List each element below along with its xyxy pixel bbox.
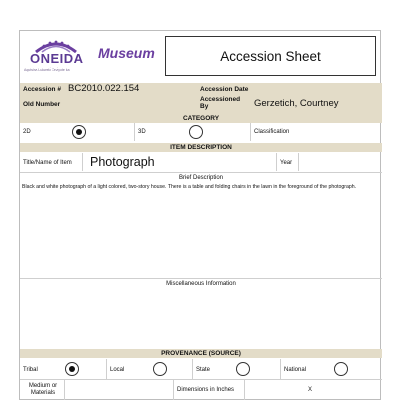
divider bbox=[192, 359, 193, 379]
dimension-width-field[interactable] bbox=[248, 382, 308, 398]
category-3d-label: 3D bbox=[138, 129, 146, 135]
classification-label: Classification bbox=[254, 129, 290, 135]
divider bbox=[82, 153, 83, 171]
divider bbox=[106, 359, 107, 379]
old-number-field[interactable] bbox=[68, 98, 193, 110]
provenance-state-radio[interactable] bbox=[236, 362, 250, 376]
medium-field[interactable] bbox=[66, 382, 171, 398]
divider bbox=[173, 380, 174, 400]
accession-sheet bbox=[19, 30, 381, 400]
year-field[interactable] bbox=[302, 155, 380, 170]
page-title: Accession Sheet bbox=[165, 36, 376, 76]
divider bbox=[134, 123, 135, 141]
divider bbox=[276, 153, 277, 171]
brief-description-text[interactable]: Black and white photograph of a light colored, two-story house. There is a table and folding chairs in the lawn in the foreground of the photograph. bbox=[22, 184, 357, 190]
year-label: Year bbox=[280, 160, 293, 166]
provenance-heading: PROVENANCE (SOURCE) bbox=[20, 349, 382, 358]
museum-label: Museum bbox=[98, 45, 155, 61]
brief-description-label: Brief Description bbox=[178, 175, 223, 181]
header bbox=[20, 31, 382, 83]
accessioned-by-value[interactable]: Gerzetich, Courtney bbox=[254, 98, 339, 109]
divider bbox=[20, 172, 382, 173]
misc-info-field[interactable] bbox=[22, 291, 380, 347]
divider bbox=[298, 153, 299, 171]
title-value[interactable]: Photograph bbox=[90, 155, 155, 169]
provenance-state-label: State bbox=[196, 367, 211, 373]
accessioned-by-label: Accessioned By bbox=[200, 96, 241, 110]
divider bbox=[64, 380, 65, 400]
provenance-tribal-label: Tribal bbox=[23, 367, 38, 373]
divider bbox=[20, 379, 382, 380]
provenance-national-label: National bbox=[284, 367, 307, 373]
provenance-local-radio[interactable] bbox=[153, 362, 167, 376]
provenance-national-radio[interactable] bbox=[334, 362, 348, 376]
accession-date-label: Accession Date bbox=[200, 86, 249, 93]
category-3d-radio[interactable] bbox=[189, 125, 203, 139]
dimensions-label: Dimensions in Inches bbox=[177, 387, 235, 393]
item-description-heading: ITEM DESCRIPTION bbox=[20, 143, 382, 152]
medium-label: Medium or Materials bbox=[28, 383, 58, 396]
accession-date-field[interactable] bbox=[255, 84, 380, 94]
divider bbox=[250, 123, 251, 141]
provenance-tribal-radio[interactable] bbox=[65, 362, 79, 376]
divider bbox=[280, 359, 281, 379]
misc-info-label: Miscellaneous Information bbox=[166, 281, 236, 287]
title-label: Title/Name of Item bbox=[23, 160, 72, 166]
accession-number-label: Accession # bbox=[23, 86, 61, 93]
dimensions-separator: X bbox=[308, 387, 313, 393]
dimension-height-field[interactable] bbox=[318, 382, 378, 398]
logo-text: ONEIDA bbox=[30, 51, 84, 66]
divider bbox=[20, 278, 382, 279]
category-2d-label: 2D bbox=[23, 129, 31, 135]
category-heading: CATEGORY bbox=[20, 114, 382, 123]
accession-number-value[interactable]: BC2010.022.154 bbox=[68, 83, 140, 94]
classification-field[interactable] bbox=[310, 124, 380, 139]
provenance-local-label: Local bbox=[110, 367, 125, 373]
category-2d-radio[interactable] bbox=[72, 125, 86, 139]
divider bbox=[244, 380, 245, 400]
logo-tagline: Aqutsinʌ Lukwelʌ́ Ɔnʌ́yote ka bbox=[24, 68, 70, 72]
old-number-label: Old Number bbox=[23, 101, 61, 108]
